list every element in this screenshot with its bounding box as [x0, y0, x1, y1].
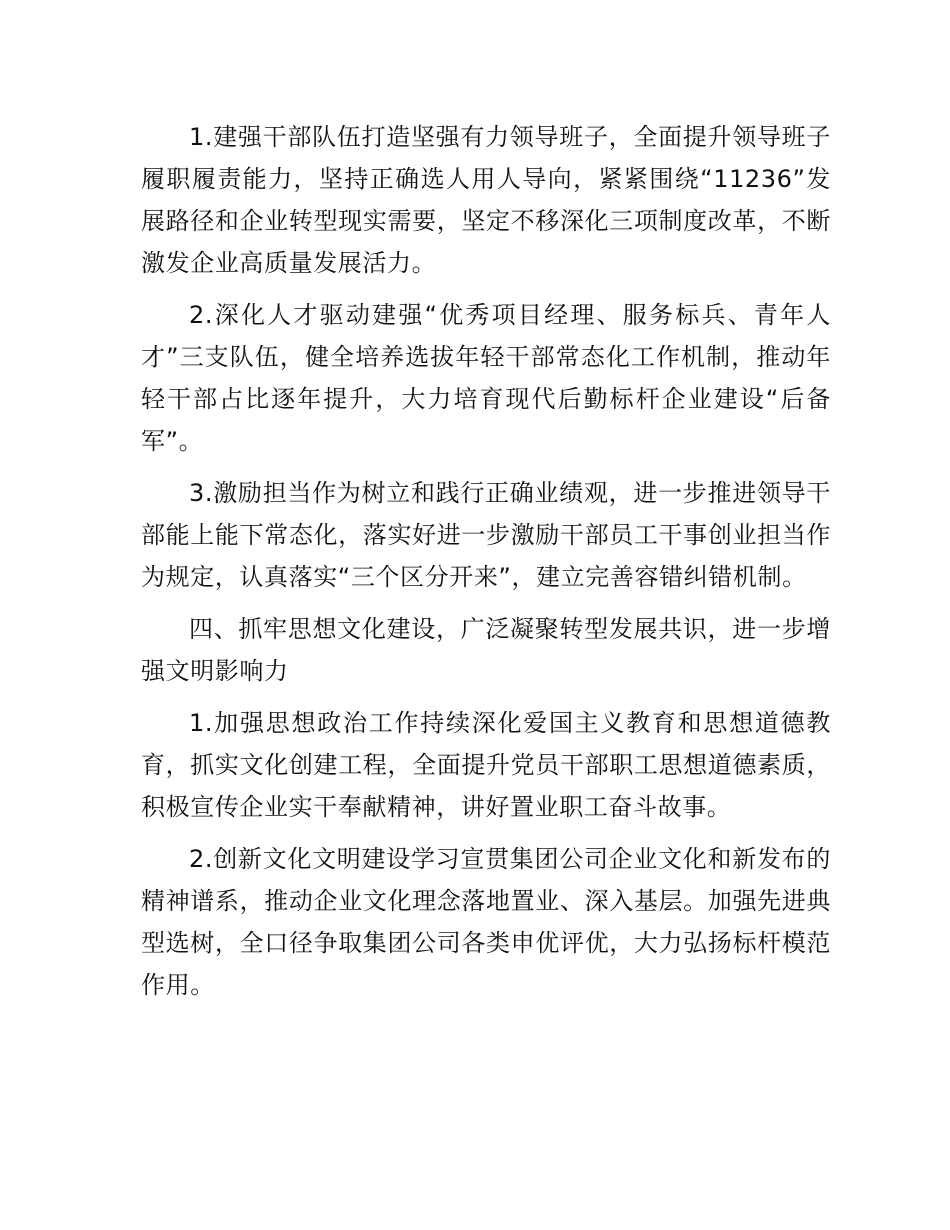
paragraph-2-talent-drive: 2.深化人才驱动建强“优秀项目经理、服务标兵、青年人才”三支队伍，健全培养选拔年轻干部常态化工作机制，推动年轻干部占比逐年提升，大力培育现代后勤标杆企业建设“后备军”。	[141, 301, 831, 455]
paragraph-3-incentive: 3.激励担当作为树立和践行正确业绩观，进一步推进领导干部能上能下常态化，落实好进一步激励干部员工干事创业担当作为规定，认真落实“三个区分开来”，建立完善容错纠错机制。	[141, 479, 831, 591]
paragraph-1-cadre-team: 1.建强干部队伍打造坚强有力领导班子，全面提升领导班子履职履责能力，坚持正确选人用人导向，紧紧围绕“11236”发展路径和企业转型现实需要，坚定不移深化三项制度改革，不断激发企业高质量发展活力。	[141, 123, 831, 277]
paragraph-4-1-political-work: 1.加强思想政治工作持续深化爱国主义教育和思想道德教育，抓实文化创建工程，全面提升党员干部职工思想道德素质，积极宣传企业实干奉献精神，讲好置业职工奋斗故事。	[141, 709, 831, 821]
paragraph-4-2-culture: 2.创新文化文明建设学习宣贯集团公司企业文化和新发布的精神谱系，推动企业文化理念落地置业、深入基层。加强先进典型选树，全口径争取集团公司各类申优评优，大力弘扬标杆模范作用。	[141, 845, 831, 999]
document-body	[141, 116, 831, 1016]
section-heading-4: 四、抓牢思想文化建设，广泛凝聚转型发展共识，进一步增强文明影响力	[141, 615, 831, 685]
